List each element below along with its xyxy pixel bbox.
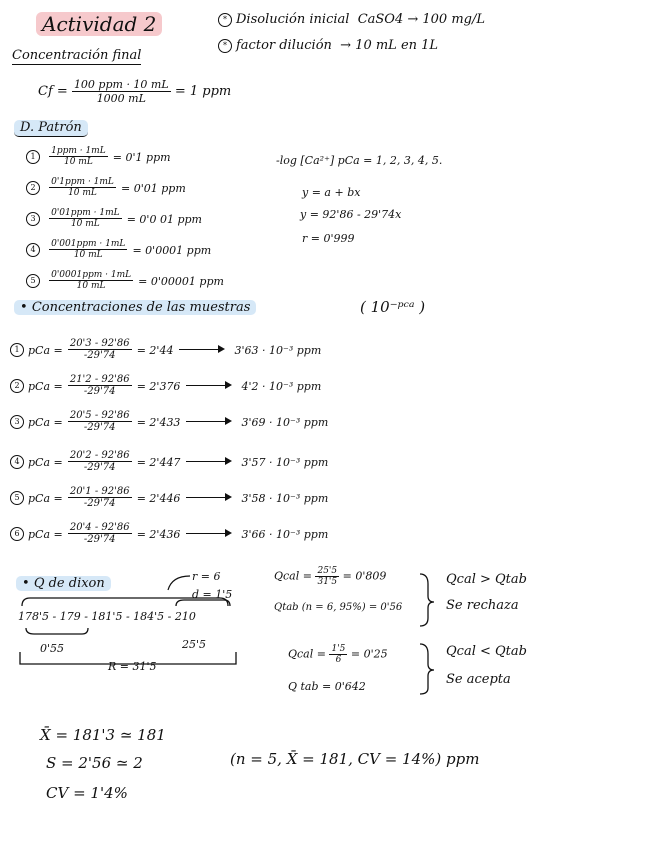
pca-formula: ( 10⁻ᵖᶜᵃ ) bbox=[360, 298, 426, 316]
dixon-gap-low: 0'55 bbox=[40, 642, 65, 655]
regression-equation: y = 92'86 - 29'74x bbox=[300, 208, 402, 221]
correlation-coefficient: r = 0'999 bbox=[302, 232, 355, 245]
page-title: Actividad 2 bbox=[36, 12, 162, 36]
patron-row-1: 1 $\frac{\text{1ppm · 1mL}}{10 mL}$ = 0'1 ppm bbox=[26, 146, 224, 177]
conc-final-heading: Concentración final bbox=[12, 48, 142, 63]
initial-solution-note: * Disolución inicial CaSO4 → 100 mg/L bbox=[218, 12, 485, 27]
bullet-icon: * bbox=[218, 13, 232, 27]
stats-std-dev: S = 2'56 ≃ 2 bbox=[46, 754, 143, 772]
dixon-gap-high: 25'5 bbox=[182, 638, 207, 651]
muestra-row-6: 6 pCa = $\frac{20'4 - 92'86}{-29'74}$ = 2'436 3'66 · 10⁻³ ppm bbox=[10, 522, 328, 558]
stats-summary: (n = 5, X̄ = 181, CV = 14%) ppm bbox=[230, 750, 480, 768]
q1-cal: Qcal = $\frac{25'5}{31'5}$ = 0'809 bbox=[274, 566, 387, 587]
q2-cal: Qcal = $\frac{1'5}{6}$ = 0'25 bbox=[288, 644, 388, 665]
stats-cv: CV = 1'4% bbox=[46, 784, 128, 802]
dixon-range: R = 31'5 bbox=[108, 660, 157, 673]
muestras-heading: • Concentraciones de las muestras bbox=[14, 300, 256, 315]
muestra-row-4: 4 pCa = $\frac{20'2 - 92'86}{-29'74}$ = 2'447 3'57 · 10⁻³ ppm bbox=[10, 450, 328, 486]
q1-compare: Qcal > Qtab bbox=[446, 572, 527, 587]
patron-row-2: 2 $\frac{\text{0'1ppm · 1mL}}{10 mL}$ = 0'01 ppm bbox=[26, 177, 224, 208]
q2-tab: Q tab = 0'642 bbox=[288, 680, 366, 693]
dixon-r-label: r = 6 bbox=[192, 570, 221, 583]
patron-row-3: 3 $\frac{\text{0'01ppm · 1mL}}{10 mL}$ = 0'0 01 ppm bbox=[26, 208, 224, 239]
muestra-row-2: 2 pCa = $\frac{21'2 - 92'86}{-29'74}$ = 2'376 4'2 · 10⁻³ ppm bbox=[10, 374, 328, 410]
q2-compare: Qcal < Qtab bbox=[446, 644, 527, 659]
q1-decision: Se rechaza bbox=[446, 598, 519, 613]
stats-mean: X̄ = 181'3 ≃ 181 bbox=[40, 726, 166, 744]
muestra-row-1: 1 pCa = $\frac{20'3 - 92'86}{-29'74}$ = 2'44 3'63 · 10⁻³ ppm bbox=[10, 338, 328, 374]
dixon-heading: • Q de dixon bbox=[16, 576, 111, 591]
muestra-row-5: 5 pCa = $\frac{20'1 - 92'86}{-29'74}$ = 2'446 3'58 · 10⁻³ ppm bbox=[10, 486, 328, 522]
muestra-row-3: 3 pCa = $\frac{20'5 - 92'86}{-29'74}$ = 2'433 3'69 · 10⁻³ ppm bbox=[10, 410, 328, 450]
patron-row-5: 5 $\frac{\text{0'0001ppm · 1mL}}{10 mL}$ = 0'00001 ppm bbox=[26, 270, 224, 301]
patron-heading: D. Patrón bbox=[14, 120, 88, 137]
conc-final-equation: Cf = $\frac{\text{100 ppm · 10 mL}}{1000 mL}$ = 1 ppm bbox=[38, 78, 232, 105]
dixon-series: 178'5 - 179 - 181'5 - 184'5 - 210 bbox=[18, 610, 196, 623]
q2-decision: Se acepta bbox=[446, 672, 511, 687]
pca-definition: -log [Ca²⁺] pCa = 1, 2, 3, 4, 5. bbox=[276, 154, 443, 167]
dilution-factor-note: * factor dilución → 10 mL en 1L bbox=[218, 38, 438, 53]
q1-tab: Qtab (n = 6, 95%) = 0'56 bbox=[274, 602, 403, 613]
bullet-icon: * bbox=[218, 39, 232, 53]
regression-general: y = a + bx bbox=[302, 186, 361, 199]
dixon-d-label: d = 1'5 bbox=[192, 588, 233, 601]
patron-row-4: 4 $\frac{\text{0'001ppm · 1mL}}{10 mL}$ = 0'0001 ppm bbox=[26, 239, 224, 270]
